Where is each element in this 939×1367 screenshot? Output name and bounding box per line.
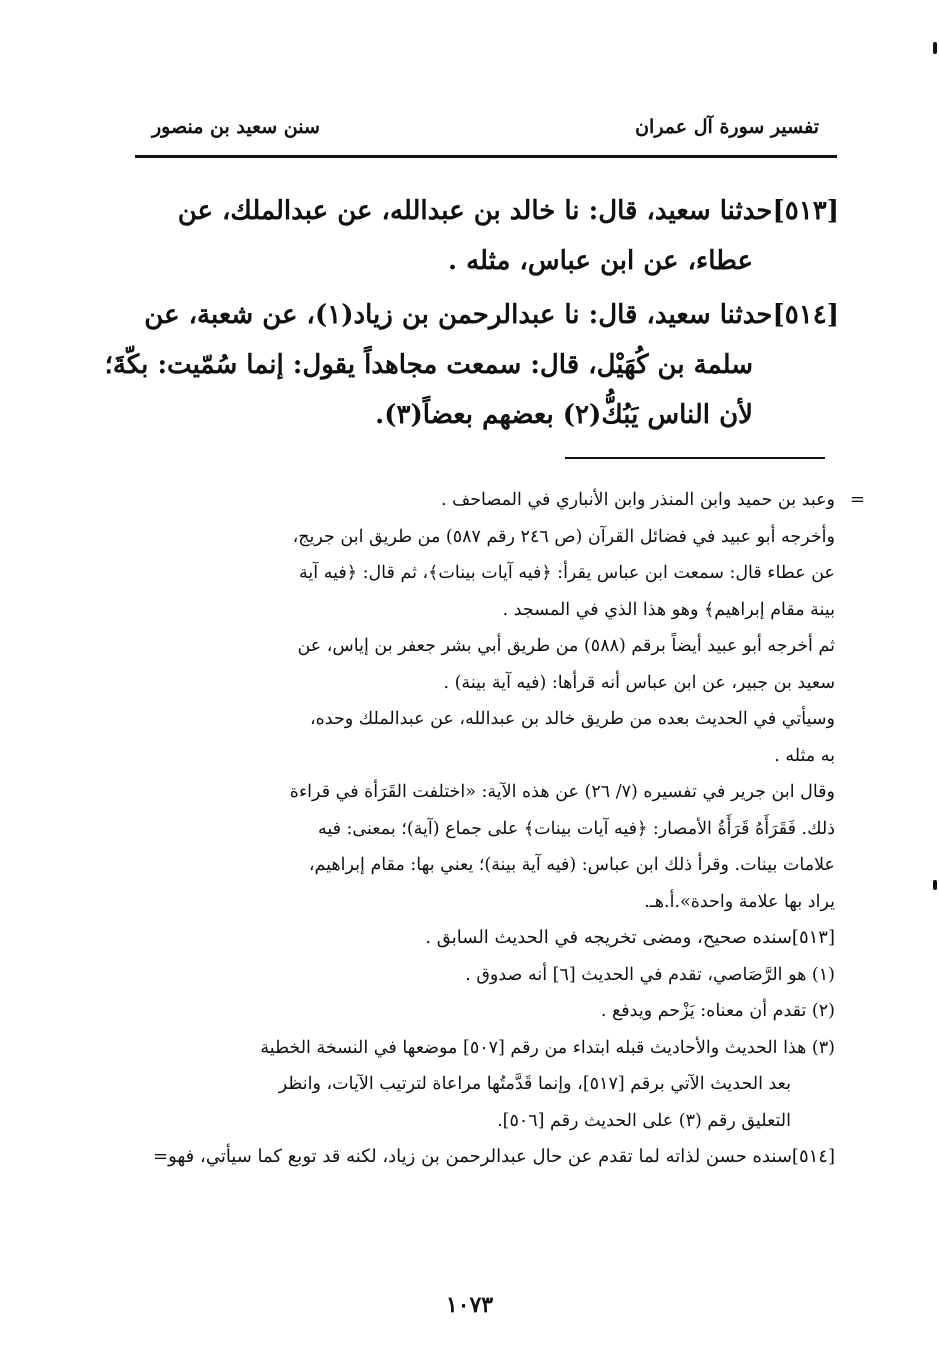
header-divider (135, 155, 837, 158)
footnote-line: ثم أخرجه أبو عبيد أيضاً برقم (٥٨٨) من طريق أبي بشر جعفر بن إياس، عن (297, 636, 835, 656)
hadith-line: [٥١٣]حدثنا سعيد، قال: نا خالد بن عبدالله، عن عبدالملك، عن (177, 196, 839, 226)
running-head-chapter: تفسير سورة آل عمران (635, 116, 819, 138)
hadith-line: لأن الناس يَبُكُّ(٢) بعضهم بعضاً(٣). (375, 400, 753, 430)
footnote-line: علامات بينات. وقرأ ذلك ابن عباس: (فيه آية بينة)؛ يعني بها: مقام إبراهيم، (308, 855, 835, 875)
footnote-line: التعليق رقم (٣) على الحديث رقم [٥٠٦]. (497, 1110, 791, 1131)
page-number: ١٠٧٣ (445, 1292, 494, 1318)
footnote-line: يراد بها علامة واحدة».أ.هـ. (644, 891, 835, 912)
footnote-line: بعد الحديث الآتي برقم [٥١٧]، وإنما قَدَّمتُها مراعاة لترتيب الآيات، وانظر (278, 1074, 791, 1094)
footnote-line: وأخرجه أبو عبيد في فضائل القرآن (ص ٢٤٦ رقم ٥٨٧) من طريق ابن جريج، (292, 526, 835, 547)
footnote-line: وسيأتي في الحديث بعده من طريق خالد بن عبدالله، عن عبدالملك وحده، (309, 709, 835, 729)
footnote-line: به مثله . (774, 745, 835, 766)
hadith-514 (99, 290, 839, 440)
footnotes (133, 482, 865, 1176)
footnotes-divider (565, 457, 825, 459)
hadith-line: [٥١٤]حدثنا سعيد، قال: نا عبدالرحمن بن زياد(١)، عن شعبة، عن (144, 300, 839, 330)
footnote-line: بينة مقام إبراهيم﴾ وهو هذا الذي في المسجد . (502, 599, 835, 620)
running-head-book-title: سنن سعيد بن منصور (152, 116, 320, 138)
scan-edge-mark (933, 880, 937, 890)
footnote-line: (٣) هذا الحديث والأحاديث قبله ابتداء من رقم [٥٠٧] موضعها في النسخة الخطية (260, 1037, 835, 1058)
scan-edge-mark (933, 42, 937, 54)
hadith-line: سلمة بن كُهَيْل، قال: سمعت مجاهداً يقول: إنما سُمّيت: بكّةَ؛ (104, 350, 753, 380)
hadith-line: عطاء، عن ابن عباس، مثله . (448, 246, 753, 276)
footnote-line: عن عطاء قال: سمعت ابن عباس يقرأ: ﴿فيه آيات بينات﴾، ثم قال: ﴿فيه آية (299, 563, 835, 583)
continuation-mark: = (849, 489, 865, 510)
footnote-line: (١) هو الرَّصَاصي، تقدم في الحديث [٦] أنه صدوق . (465, 964, 835, 985)
footnote-line: (٢) تقدم أن معناه: يَزْحم ويدفع . (600, 1001, 835, 1021)
hadith-513 (99, 186, 839, 286)
footnote-line: وقال ابن جرير في تفسيره (٧/ ٢٦) عن هذه الآية: «اختلفت القَرَأة في قراءة (289, 782, 835, 802)
footnote-line: [٥١٣]سنده صحيح، ومضى تخريجه في الحديث السابق . (425, 927, 835, 948)
footnote-line: ذلك. فَقَرَأَهُ قَرَأَةُ الأمصار: ﴿فيه آيات بينات﴾ على جماع (آية)؛ بمعنى: فيه (317, 818, 835, 839)
footnote-line: سعيد بن جبير، عن ابن عباس أنه قرأها: (فيه آية بينة) . (443, 672, 835, 693)
footnote-line (133, 482, 865, 519)
footnote-line: [٥١٤]سنده حسن لذاته لما تقدم عن حال عبدالرحمن بن زياد، لكنه قد توبع كما سيأتي، فهو= (153, 1146, 835, 1167)
footnote-text: وعبد بن حميد وابن المنذر وابن الأنباري في المصاحف . (441, 490, 835, 510)
